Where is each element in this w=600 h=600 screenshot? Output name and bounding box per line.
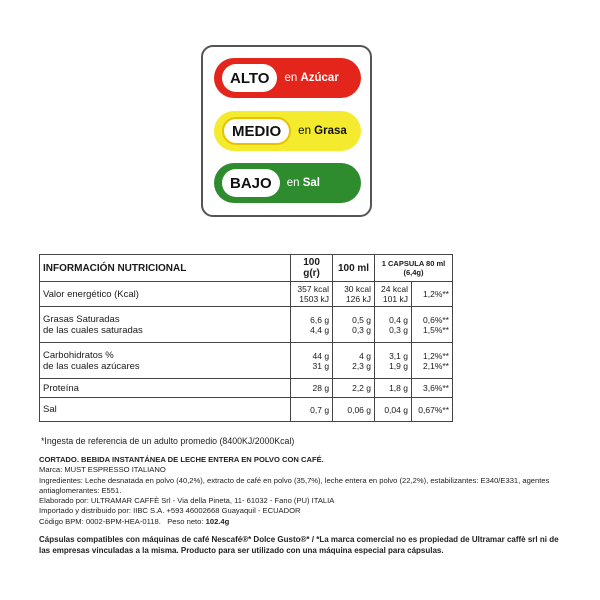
nutrition-warning-semaphore (201, 45, 372, 217)
product-label-text (39, 455, 563, 527)
value-100ml: 30 kcal 126 kJ (333, 282, 375, 307)
value-100ml: 0,5 g 0,3 g (333, 307, 375, 343)
value-100ml: 0,06 g (333, 398, 375, 422)
nutrition-table (39, 254, 453, 422)
table-header-row (40, 255, 453, 282)
value-100ml: 2,2 g (333, 379, 375, 398)
value-capsule: 24 kcal 101 kJ (375, 282, 412, 307)
salt-level: BAJO (222, 169, 280, 197)
row-name: Grasas Saturadas de las cuales saturadas (40, 307, 291, 343)
col-100ml-header: 100 ml (333, 255, 375, 282)
product-manufacturer: Elaborado por: ULTRAMAR CAFFÈ Srl - Via della Pineta, 11- 61032 - Fano (PU) ITALIA (39, 496, 335, 506)
product-importer: Importado y distribuido por: IIBC S.A. +593 46002668 Guayaquil - ECUADOR (39, 506, 301, 516)
table-row (40, 307, 453, 343)
value-100ml: 4 g 2,3 g (333, 343, 375, 379)
value-percent: 1,2%** 2,1%** (411, 343, 452, 379)
fat-level: MEDIO (222, 117, 291, 145)
table-row (40, 282, 453, 307)
table-title: INFORMACIÓN NUTRICIONAL (40, 255, 291, 282)
sugar-label: en Azúcar (284, 72, 339, 84)
sugar-level: ALTO (222, 64, 277, 92)
value-capsule: 1,8 g (375, 379, 412, 398)
salt-warning (214, 163, 361, 203)
value-percent: 1,2%** (411, 282, 452, 307)
fat-warning (214, 111, 361, 151)
value-capsule: 0,04 g (375, 398, 412, 422)
col-100g-header: 100 g(r) (291, 255, 333, 282)
value-100g: 28 g (291, 379, 333, 398)
compatibility-disclaimer: Cápsulas compatibles con máquinas de café Nescafé®* Dolce Gusto®* / *La marca comercial no es propiedad de Ultramar caffè srl ni de las empresas vinculadas a la misma. Producto para ser utilizado con una máquina especial para cápsulas. (39, 535, 559, 555)
row-name: Valor energético (Kcal) (40, 282, 291, 307)
col-capsule-header: 1 CAPSULA 80 ml (6,4g) (375, 255, 453, 282)
table-row (40, 343, 453, 379)
value-100g: 357 kcal 1503 kJ (291, 282, 333, 307)
row-name: Carbohidratos % de las cuales azúcares (40, 343, 291, 379)
table-row (40, 379, 453, 398)
value-percent: 0,6%** 1,5%** (411, 307, 452, 343)
sugar-warning (214, 58, 361, 98)
row-name: Proteína (40, 379, 291, 398)
product-title: CORTADO. BEBIDA INSTANTÁNEA DE LECHE ENTERA EN POLVO CON CAFÉ. (39, 455, 324, 464)
product-ingredients: Ingredientes: Leche desnatada en polvo (40,2%), extracto de café en polvo (35,7%), leche entera en polvo (22,2%), estabilizantes: E340/E331, agentes antiaglomerantes: E551. (39, 475, 550, 495)
value-capsule: 3,1 g 1,9 g (375, 343, 412, 379)
value-percent: 3,6%** (411, 379, 452, 398)
row-name: Sal (40, 398, 291, 422)
fat-label: en Grasa (298, 125, 347, 137)
salt-label: en Sal (286, 177, 320, 189)
reference-intake-note: *Ingesta de referencia de un adulto promedio (8400KJ/2000Kcal) (41, 436, 295, 446)
value-capsule: 0,4 g 0,3 g (375, 307, 412, 343)
value-100g: 6,6 g 4,4 g (291, 307, 333, 343)
value-100g: 44 g 31 g (291, 343, 333, 379)
product-code-weight: Código BPM: 0002-BPM-HEA-0118. Peso neto: 102.4g (39, 516, 230, 526)
product-brand: Marca: MUST ESPRESSO ITALIANO (39, 465, 166, 475)
table-row (40, 398, 453, 422)
value-100g: 0,7 g (291, 398, 333, 422)
value-percent: 0,67%** (411, 398, 452, 422)
